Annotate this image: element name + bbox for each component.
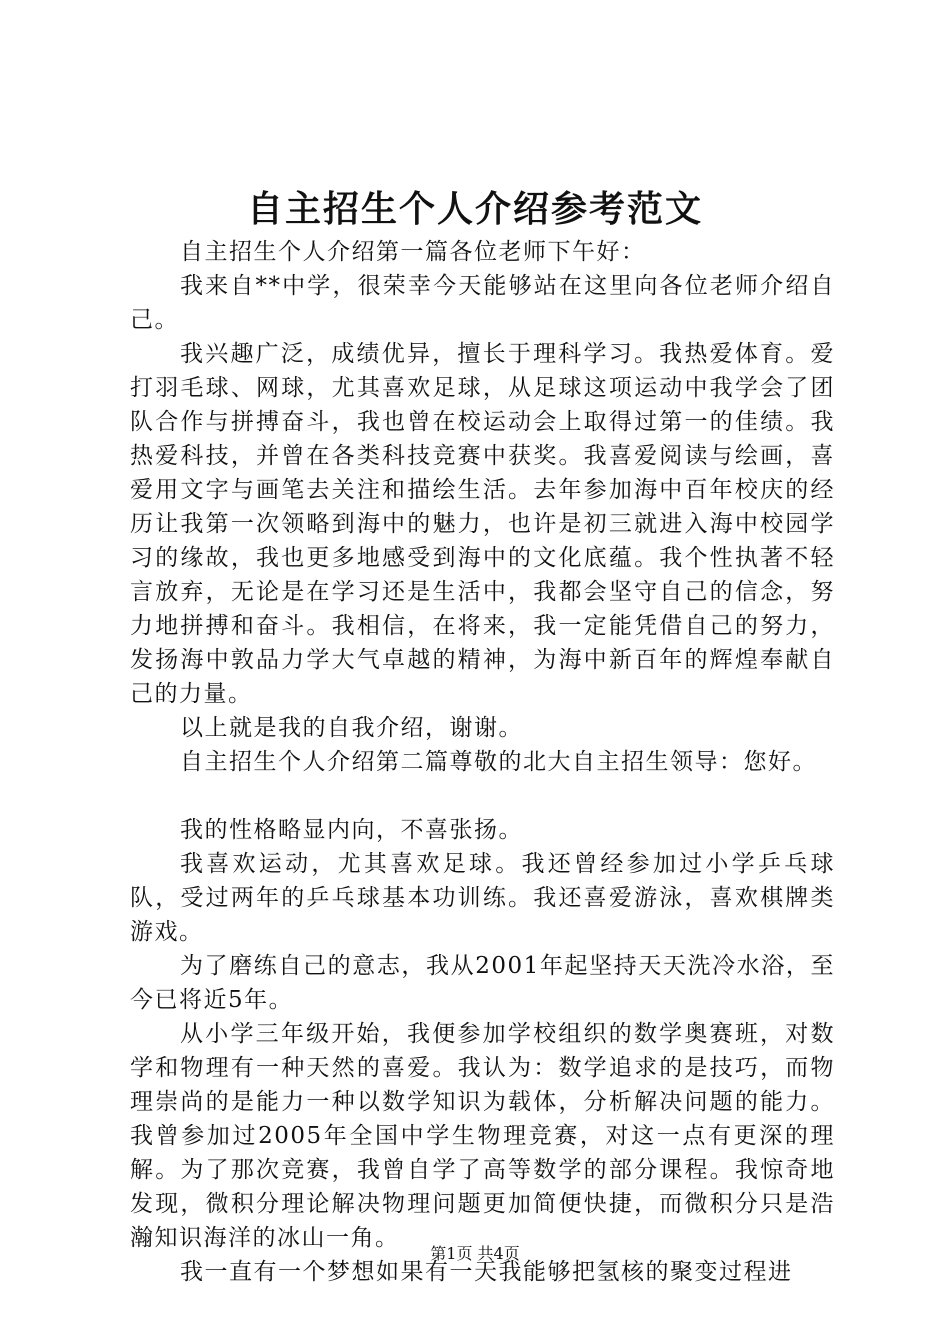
paragraph-dream: 我一直有一个梦想如果有一天我能够把氢核的聚变过程进 bbox=[180, 1259, 793, 1285]
paragraph-interests: 我兴趣广泛，成绩优异，擅长于理科学习。我热爱体育。爱打羽毛球、网球，尤其喜欢足球，从足球这项运动中我学会了团队合作与拼搏奋斗，我也曾在校运动会上取得过第一的佳绩。我热爱科技，并曾在各类科技竞赛中获奖。我喜爱阅读与绘画，喜爱用文字与画笔去关注和描绘生活。去年参加海中百年校庆的经历让我第一次领略到海中的魅力，也许是初三就进入海中校园学习的缘故，我也更多地感受到海中的文化底蕴。我个性执著不轻言放弃，无论是在学习还是生活中，我都会坚守自己的信念，努力地拼搏和奋斗。我相信，在将来，我一定能凭借自己的努力，发扬海中敦品力学大气卓越的精神，为海中新百年的辉煌奉献自己的力量。 bbox=[130, 341, 835, 707]
paragraph-greeting-1: 自主招生个人介绍第一篇各位老师下午好： bbox=[180, 239, 646, 265]
paragraph-closing: 以上就是我的自我介绍，谢谢。 bbox=[180, 715, 523, 741]
document-title: 自主招生个人介绍参考范文 bbox=[246, 189, 703, 230]
paragraph-personality: 我的性格略显内向，不喜张扬。 bbox=[180, 817, 523, 843]
paragraph-cold-bath: 为了磨练自己的意志，我从2001年起坚持天天洗冷水浴，至今已将近5年。 bbox=[130, 953, 835, 1013]
page-footer: 第1页 共4页 bbox=[430, 1244, 520, 1263]
paragraph-intro: 我来自**中学，很荣幸今天能够站在这里向各位老师介绍自己。 bbox=[130, 273, 835, 333]
document-body bbox=[130, 235, 835, 1289]
paragraph-sports: 我喜欢运动，尤其喜欢足球。我还曾经参加过小学乒乓球队，受过两年的乒乓球基本功训练。我还喜爱游泳，喜欢棋牌类游戏。 bbox=[130, 851, 835, 945]
paragraph-math-physics: 从小学三年级开始，我便参加学校组织的数学奥赛班，对数学和物理有一种天然的喜爱。我认为：数学追求的是技巧，而物理崇尚的是能力一种以数学知识为载体，分析解决问题的能力。我曾参加过2005年全国中学生物理竞赛，对这一点有更深的理解。为了那次竞赛，我曾自学了高等数学的部分课程。我惊奇地发现，微积分理论解决物理问题更加简便快捷，而微积分只是浩瀚知识海洋的冰山一角。 bbox=[130, 1021, 835, 1251]
paragraph-greeting-2: 自主招生个人介绍第二篇尊敬的北大自主招生领导：您好。 bbox=[180, 749, 817, 775]
